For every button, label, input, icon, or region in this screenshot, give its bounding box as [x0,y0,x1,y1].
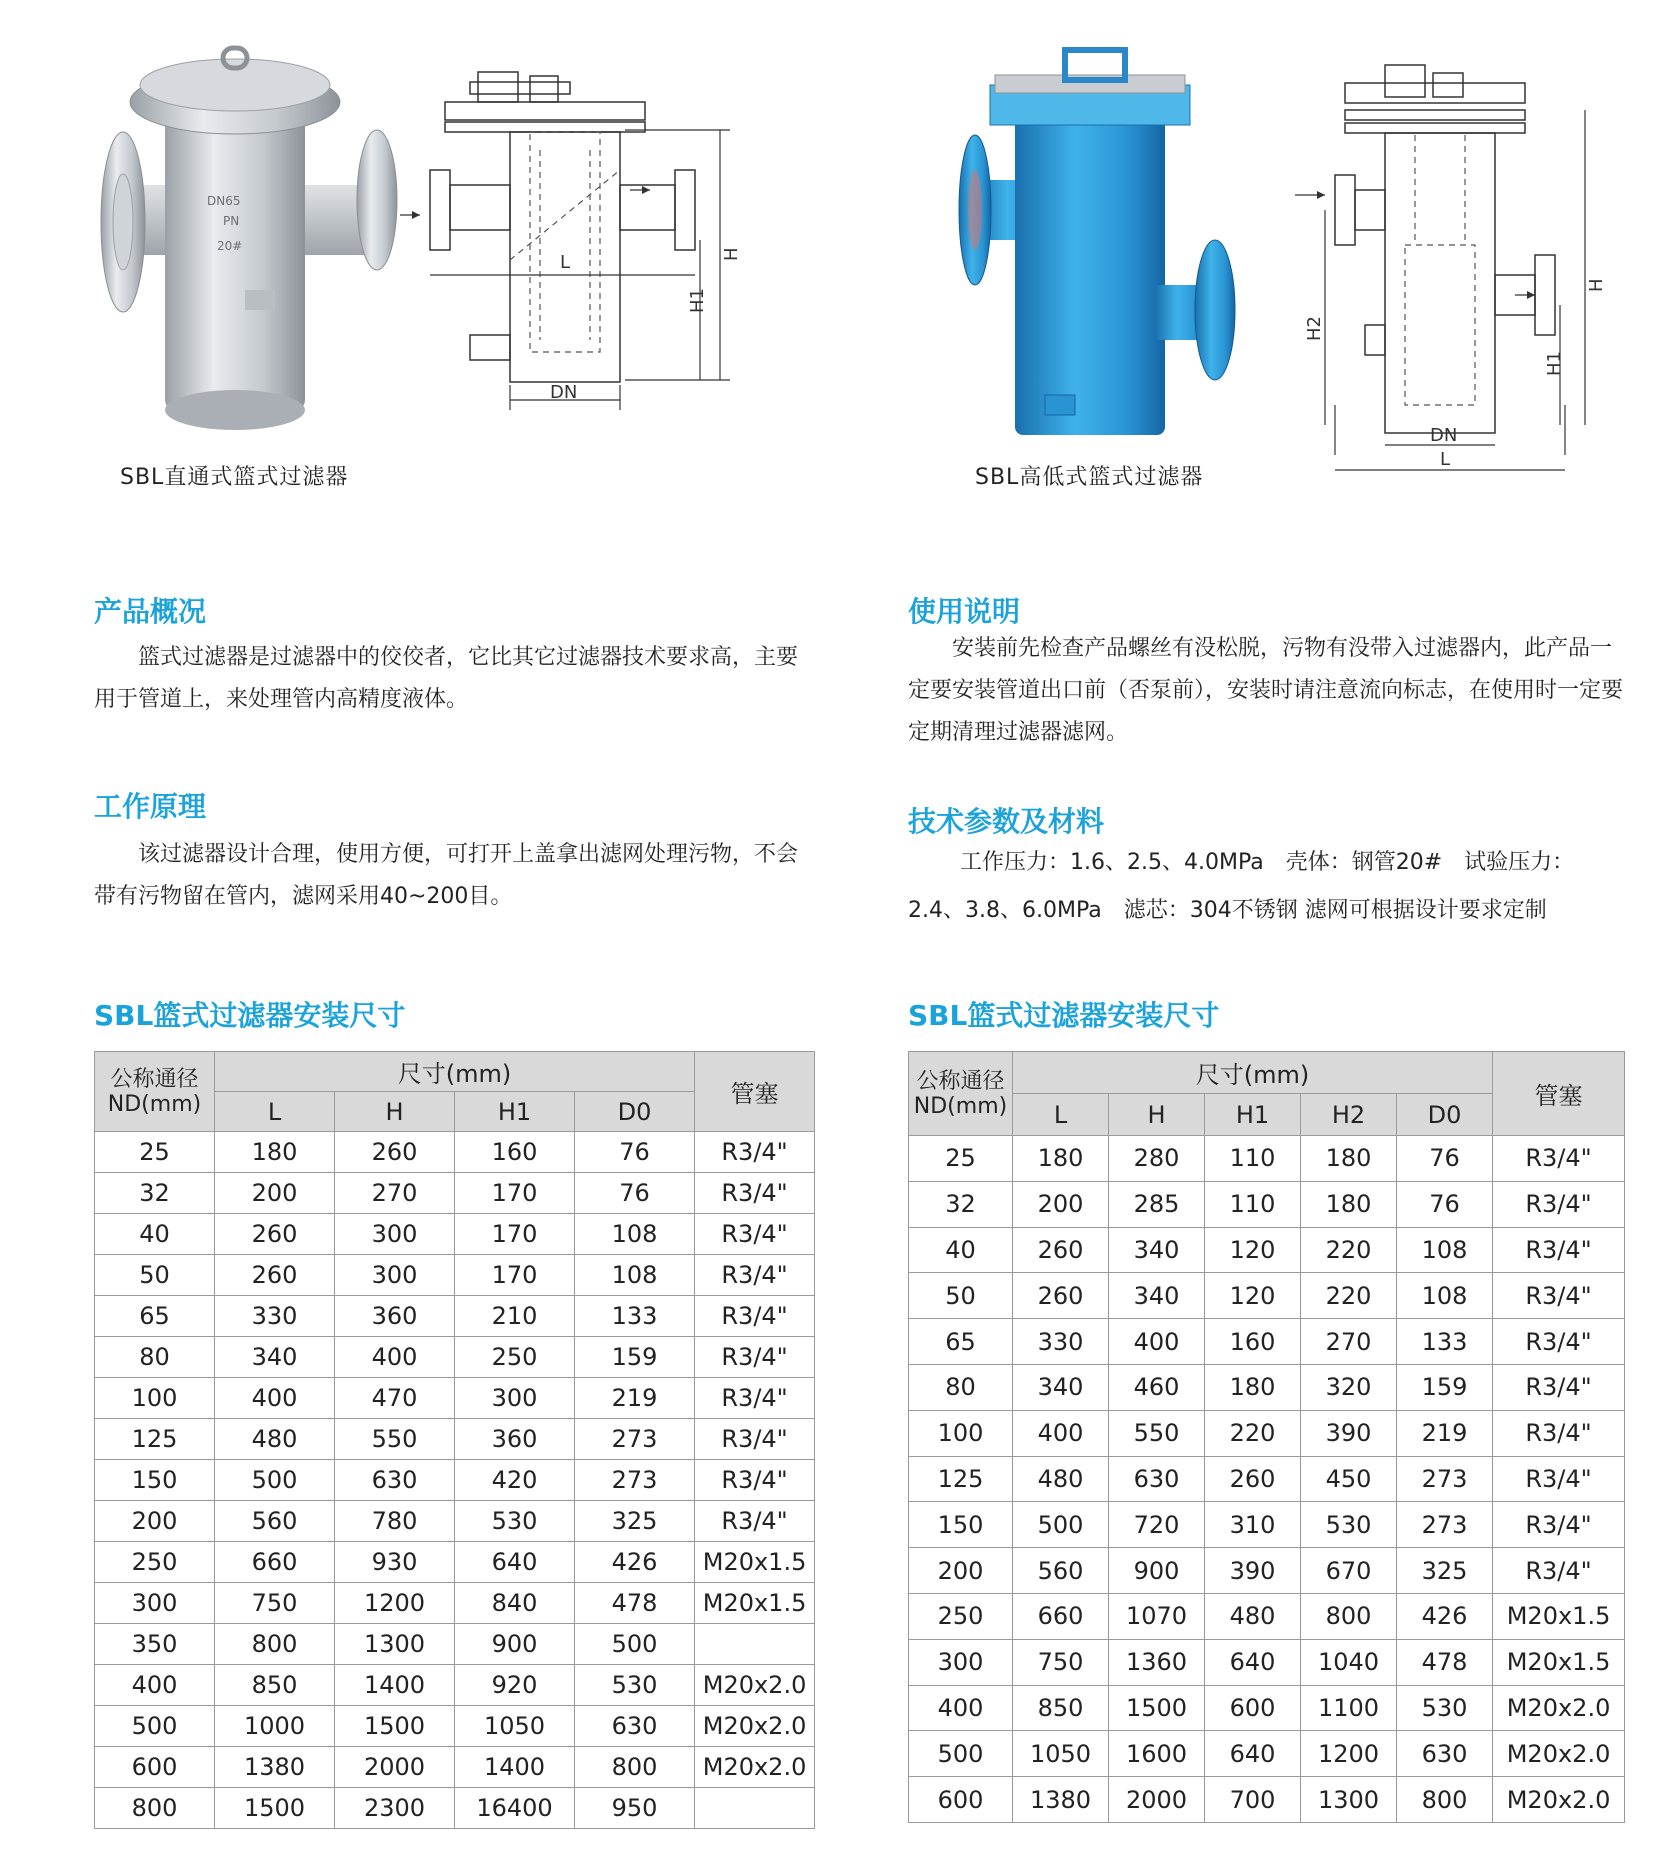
table-cell: M20x1.5 [695,1542,815,1583]
table-cell: 350 [95,1624,215,1665]
table-cell: 260 [335,1132,455,1173]
table-cell: 133 [575,1296,695,1337]
table-cell: R3/4" [695,1132,815,1173]
table-cell: R3/4" [695,1296,815,1337]
table-cell: 170 [455,1173,575,1214]
table-cell: 250 [909,1593,1013,1639]
table-cell: 400 [1109,1319,1205,1365]
table-row [95,1542,815,1583]
table-cell: R3/4" [1493,1410,1625,1456]
table-row [909,1227,1625,1273]
table-cell: 180 [1301,1181,1397,1227]
table-cell: 125 [909,1456,1013,1502]
table-cell: 200 [215,1173,335,1214]
table-cell: 108 [1397,1227,1493,1273]
nd-header [95,1052,215,1132]
table-cell: 630 [575,1706,695,1747]
table-cell: R3/4" [1493,1548,1625,1594]
principle-heading: 工作原理 [94,790,207,823]
table-cell: 800 [575,1747,695,1788]
table-cell: 1400 [335,1665,455,1706]
table-left [94,1051,815,1829]
table-cell: 260 [1013,1227,1109,1273]
overview-text: 篮式过滤器是过滤器中的佼佼者，它比其它过滤器技术要求高，主要用于管道上，来处理管内高精度液体。 [94,645,799,712]
table-row [909,1685,1625,1731]
table-cell: 159 [575,1337,695,1378]
table-cell: 1000 [215,1706,335,1747]
table-cell: 110 [1205,1136,1301,1182]
table-cell: 40 [95,1214,215,1255]
table-row [909,1364,1625,1410]
table-cell: 220 [1205,1410,1301,1456]
table-cell: M20x2.0 [695,1706,815,1747]
table-cell: 260 [215,1255,335,1296]
table-cell: 220 [1301,1227,1397,1273]
table-cell: 800 [95,1788,215,1829]
body-marking-dn: DN65 [207,194,241,208]
column-header: L [215,1092,335,1132]
table-cell: 560 [215,1501,335,1542]
table-cell: 159 [1397,1364,1493,1410]
table-row [909,1731,1625,1777]
table-cell: 180 [1301,1136,1397,1182]
table-cell: 500 [215,1460,335,1501]
table-cell: 600 [95,1747,215,1788]
table-cell: 390 [1205,1548,1301,1594]
body-marking-pn: PN [223,214,240,228]
table-cell: 325 [1397,1548,1493,1594]
table-cell: 76 [575,1173,695,1214]
table-cell: 720 [1109,1502,1205,1548]
table-cell: 920 [455,1665,575,1706]
table-cell: 32 [909,1181,1013,1227]
drawing-label-dn-right: DN [1430,425,1458,446]
table-cell: 260 [1205,1456,1301,1502]
table-cell: 300 [455,1378,575,1419]
table-cell: 600 [909,1777,1013,1823]
column-header: H2 [1301,1094,1397,1136]
table-cell: 840 [455,1583,575,1624]
table-cell: 80 [909,1364,1013,1410]
table-cell: 273 [575,1460,695,1501]
table-cell: 850 [215,1665,335,1706]
table-cell: 340 [1109,1273,1205,1319]
drawing-label-dn: DN [550,382,578,403]
table-cell: R3/4" [695,1378,815,1419]
table-cell: R3/4" [695,1255,815,1296]
table-cell: 500 [1013,1502,1109,1548]
table-right [908,1051,1625,1823]
table-cell: 400 [335,1337,455,1378]
table-cell: 950 [575,1788,695,1829]
table-cell: 16400 [455,1788,575,1829]
table-cell: 1500 [335,1706,455,1747]
table-cell: 50 [95,1255,215,1296]
table-row [95,1214,815,1255]
table-cell: 1040 [1301,1639,1397,1685]
table-cell: 640 [1205,1731,1301,1777]
drawing-label-l: L [560,252,571,273]
table-cell: 1070 [1109,1593,1205,1639]
nd-header-line-2: ND(mm) [107,1091,202,1117]
table-cell: 1300 [1301,1777,1397,1823]
table-cell: 750 [1013,1639,1109,1685]
table-right-title: SBL篮式过滤器安装尺寸 [908,999,1220,1032]
table-cell: 400 [1013,1410,1109,1456]
table-cell: 160 [455,1132,575,1173]
table-cell: 2000 [1109,1777,1205,1823]
table-cell: 500 [575,1624,695,1665]
table-row [909,1136,1625,1182]
usage-text: 安装前先检查产品螺丝有没松脱，污物有没带入过滤器内，此产品一定要安装管道出口前（否泵前），安装时请注意流向标志，在使用时一定要定期清理过滤器滤网。 [908,636,1624,745]
table-cell: 560 [1013,1548,1109,1594]
overview-heading: 产品概况 [94,595,207,628]
table-row [95,1788,815,1829]
table-row [95,1501,815,1542]
table-cell: 273 [575,1419,695,1460]
table-cell: M20x1.5 [1493,1593,1625,1639]
plug-header: 管塞 [1493,1052,1625,1136]
table-cell [695,1788,815,1829]
table-row [909,1456,1625,1502]
column-header: H1 [455,1092,575,1132]
table-cell: 780 [335,1501,455,1542]
table-cell: 850 [1013,1685,1109,1731]
body-marking-material: 20# [217,239,243,253]
table-cell: 110 [1205,1181,1301,1227]
column-header: H [335,1092,455,1132]
table-cell: 670 [1301,1548,1397,1594]
table-cell: R3/4" [695,1501,815,1542]
table-cell: 1600 [1109,1731,1205,1777]
table-cell: 480 [1205,1593,1301,1639]
drawing-label-h1: H1 [687,288,708,313]
size-header: 尺寸(mm) [1013,1052,1493,1094]
table-cell: 930 [335,1542,455,1583]
table-cell: 660 [215,1542,335,1583]
table-cell: 100 [909,1410,1013,1456]
table-cell: 900 [1109,1548,1205,1594]
table-cell: 530 [1301,1502,1397,1548]
table-cell: 219 [575,1378,695,1419]
table-cell: 273 [1397,1456,1493,1502]
table-cell: 180 [215,1132,335,1173]
table-cell: 260 [215,1214,335,1255]
table-cell: 1100 [1301,1685,1397,1731]
high-low-strainer-photo [955,45,1245,445]
table-cell: 80 [95,1337,215,1378]
table-cell: 120 [1205,1273,1301,1319]
table-cell: 219 [1397,1410,1493,1456]
table-cell: R3/4" [1493,1136,1625,1182]
column-header: H1 [1205,1094,1301,1136]
table-cell: 250 [95,1542,215,1583]
table-cell: R3/4" [695,1173,815,1214]
straight-strainer-caption: SBL直通式篮式过滤器 [120,465,349,490]
drawing-label-h: H [721,247,742,261]
table-cell: R3/4" [695,1460,815,1501]
table-cell: 25 [909,1136,1013,1182]
table-cell: 400 [909,1685,1013,1731]
table-cell: 270 [1301,1319,1397,1365]
table-row [909,1319,1625,1365]
table-cell: 478 [1397,1639,1493,1685]
table-cell: 530 [455,1501,575,1542]
table-cell: 300 [95,1583,215,1624]
table-cell: 470 [335,1378,455,1419]
table-row [95,1583,815,1624]
table-cell: 1050 [455,1706,575,1747]
nd-header-line-2: ND(mm) [913,1093,1008,1119]
table-cell: 426 [1397,1593,1493,1639]
table-cell [695,1624,815,1665]
table-cell: M20x1.5 [1493,1639,1625,1685]
table-cell: 640 [455,1542,575,1583]
table-row [909,1777,1625,1823]
table-row [95,1665,815,1706]
table-row [95,1706,815,1747]
table-cell: M20x2.0 [695,1665,815,1706]
table-cell: 170 [455,1214,575,1255]
table-cell: 25 [95,1132,215,1173]
table-cell: 330 [1013,1319,1109,1365]
table-cell: 2300 [335,1788,455,1829]
table-cell: 100 [95,1378,215,1419]
table-cell: 320 [1301,1364,1397,1410]
table-left-title: SBL篮式过滤器安装尺寸 [94,999,406,1032]
table-cell: 180 [1205,1364,1301,1410]
table-cell: 550 [335,1419,455,1460]
table-cell: 250 [455,1337,575,1378]
table-cell: 285 [1109,1181,1205,1227]
table-cell: 550 [1109,1410,1205,1456]
size-header: 尺寸(mm) [215,1052,695,1092]
table-cell: 2000 [335,1747,455,1788]
table-cell: 310 [1205,1502,1301,1548]
table-cell: 1360 [1109,1639,1205,1685]
drawing-label-h1-right: H1 [1544,351,1565,376]
table-cell: 40 [909,1227,1013,1273]
table-cell: 800 [215,1624,335,1665]
table-row [909,1502,1625,1548]
table-row [95,1255,815,1296]
table-cell: 325 [575,1501,695,1542]
table-cell: 76 [575,1132,695,1173]
table-cell: 160 [1205,1319,1301,1365]
table-cell: 600 [1205,1685,1301,1731]
table-cell: 1050 [1013,1731,1109,1777]
table-cell: 200 [1013,1181,1109,1227]
table-cell: 450 [1301,1456,1397,1502]
table-cell: 170 [455,1255,575,1296]
table-row [909,1639,1625,1685]
drawing-label-l-right: L [1440,449,1451,470]
table-cell: 630 [335,1460,455,1501]
drawing-label-h-right: H [1586,278,1607,292]
straight-strainer-photo [95,40,405,440]
table-cell: 640 [1205,1639,1301,1685]
table-cell: 65 [909,1319,1013,1365]
table-cell: 480 [1013,1456,1109,1502]
table-cell: M20x2.0 [1493,1685,1625,1731]
table-cell: 300 [335,1255,455,1296]
table-cell: 630 [1397,1731,1493,1777]
table-cell: 1200 [1301,1731,1397,1777]
table-cell: 280 [1109,1136,1205,1182]
table-cell: 1500 [1109,1685,1205,1731]
table-cell: 220 [1301,1273,1397,1319]
table-cell: R3/4" [1493,1502,1625,1548]
table-cell: 1500 [215,1788,335,1829]
table-cell: 460 [1109,1364,1205,1410]
table-cell: R3/4" [695,1419,815,1460]
table-row [909,1410,1625,1456]
table-cell: 530 [1397,1685,1493,1731]
specs-line-1: 工作压力：1.6、2.5、4.0MPa 壳体：钢管20# 试验压力： [960,850,1575,875]
table-cell: 76 [1397,1181,1493,1227]
table-cell: R3/4" [1493,1181,1625,1227]
straight-strainer-drawing [400,50,770,430]
table-cell: 76 [1397,1136,1493,1182]
table-cell: M20x1.5 [695,1583,815,1624]
table-cell: 530 [575,1665,695,1706]
nd-header-line-1: 公称通径 [916,1068,1005,1094]
table-cell: 65 [95,1296,215,1337]
table-cell: R3/4" [1493,1227,1625,1273]
table-row [909,1593,1625,1639]
table-cell: 500 [909,1731,1013,1777]
table-cell: 120 [1205,1227,1301,1273]
table-cell: 900 [455,1624,575,1665]
table-cell: 108 [575,1214,695,1255]
table-cell: M20x2.0 [695,1747,815,1788]
table-cell: 125 [95,1419,215,1460]
table-cell: 400 [215,1378,335,1419]
table-cell: R3/4" [1493,1456,1625,1502]
table-row [95,1419,815,1460]
plug-header: 管塞 [695,1052,815,1132]
table-cell: 700 [1205,1777,1301,1823]
column-header: H [1109,1094,1205,1136]
high-low-strainer-drawing [1275,45,1615,470]
table-cell: R3/4" [1493,1273,1625,1319]
table-cell: R3/4" [1493,1364,1625,1410]
table-cell: 360 [455,1419,575,1460]
table-cell: 360 [335,1296,455,1337]
table-cell: 800 [1397,1777,1493,1823]
table-row [95,1747,815,1788]
high-low-strainer-caption: SBL高低式篮式过滤器 [975,465,1204,490]
table-cell: 300 [335,1214,455,1255]
table-cell: M20x2.0 [1493,1731,1625,1777]
principle-text: 该过滤器设计合理，使用方便，可打开上盖拿出滤网处理污物，不会带有污物留在管内，滤网采用40~200目。 [94,842,799,909]
table-cell: 150 [95,1460,215,1501]
table-cell: 1380 [1013,1777,1109,1823]
column-header: L [1013,1094,1109,1136]
table-cell: 390 [1301,1410,1397,1456]
specs-line-2: 2.4、3.8、6.0MPa 滤芯：304不锈钢 滤网可根据设计要求定制 [908,898,1547,923]
table-cell: 210 [455,1296,575,1337]
table-cell: 50 [909,1273,1013,1319]
table-cell: 420 [455,1460,575,1501]
table-cell: 660 [1013,1593,1109,1639]
table-row [95,1378,815,1419]
table-cell: 1200 [335,1583,455,1624]
table-cell: 108 [1397,1273,1493,1319]
nd-header-line-1: 公称通径 [110,1066,199,1092]
table-row [95,1624,815,1665]
specs-heading: 技术参数及材料 [908,805,1105,838]
table-cell: 800 [1301,1593,1397,1639]
table-cell: 480 [215,1419,335,1460]
table-row [909,1181,1625,1227]
table-cell: 500 [95,1706,215,1747]
table-cell: 340 [1013,1364,1109,1410]
nd-header [909,1052,1013,1136]
table-cell: 330 [215,1296,335,1337]
table-row [909,1548,1625,1594]
table-cell: M20x2.0 [1493,1777,1625,1823]
table-cell: 750 [215,1583,335,1624]
table-cell: 1400 [455,1747,575,1788]
table-cell: 180 [1013,1136,1109,1182]
drawing-label-h2-right: H2 [1304,316,1325,341]
table-cell: R3/4" [1493,1319,1625,1365]
table-cell: 478 [575,1583,695,1624]
table-row [95,1460,815,1501]
table-cell: R3/4" [695,1337,815,1378]
table-cell: 340 [215,1337,335,1378]
table-cell: 300 [909,1639,1013,1685]
table-cell: 270 [335,1173,455,1214]
usage-heading: 使用说明 [908,595,1021,628]
table-cell: R3/4" [695,1214,815,1255]
table-cell: 32 [95,1173,215,1214]
table-cell: 340 [1109,1227,1205,1273]
column-header: D0 [575,1092,695,1132]
table-row [95,1132,815,1173]
table-cell: 200 [95,1501,215,1542]
table-cell: 133 [1397,1319,1493,1365]
table-cell: 200 [909,1548,1013,1594]
table-cell: 150 [909,1502,1013,1548]
table-cell: 108 [575,1255,695,1296]
table-row [95,1296,815,1337]
table-cell: 426 [575,1542,695,1583]
table-row [95,1173,815,1214]
table-row [909,1273,1625,1319]
table-cell: 260 [1013,1273,1109,1319]
column-header: D0 [1397,1094,1493,1136]
table-cell: 400 [95,1665,215,1706]
table-cell: 1300 [335,1624,455,1665]
table-cell: 273 [1397,1502,1493,1548]
table-cell: 630 [1109,1456,1205,1502]
table-row [95,1337,815,1378]
table-cell: 1380 [215,1747,335,1788]
